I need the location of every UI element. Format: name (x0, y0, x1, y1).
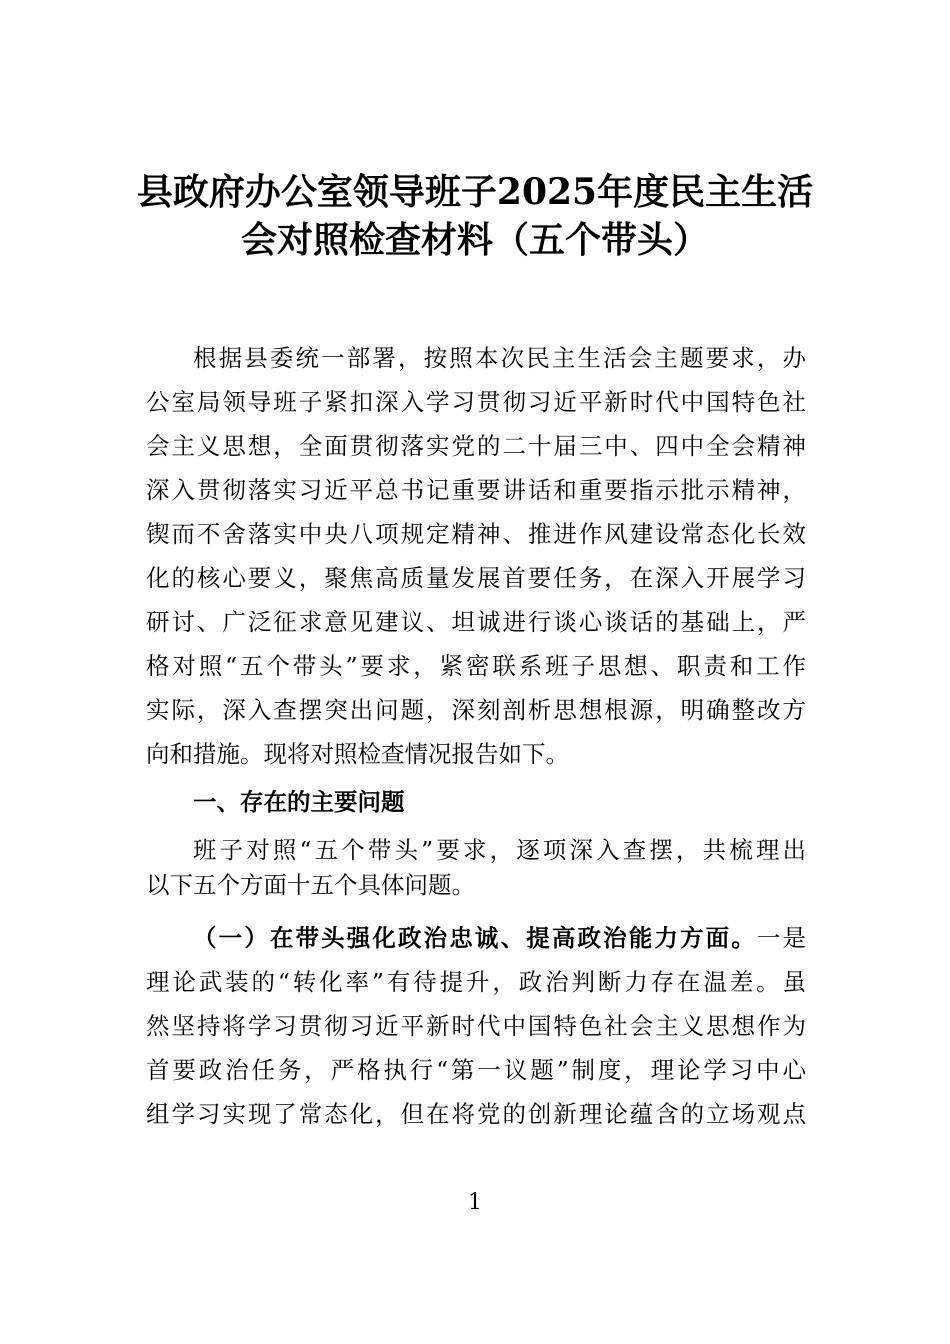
paragraph-line: 首要政治任务，严格执行“第一议题”制度，理论学习中心 (146, 1056, 806, 1084)
section-heading: 一、存在的主要问题 (193, 788, 405, 816)
paragraph-line: 研讨、广泛征求意见建议、坦诚进行谈心谈话的基础上，严 (146, 608, 806, 636)
paragraph-line: 实际，深入查摆突出问题，深刻剖析思想根源，明确整改方 (146, 696, 806, 724)
paragraph-line: 公室局领导班子紧扣深入学习贯彻习近平新时代中国特色社 (146, 388, 806, 416)
paragraph-line: 根据县委统一部署，按照本次民主生活会主题要求，办 (193, 344, 806, 372)
paragraph-line: 化的核心要义，聚焦高质量发展首要任务，在深入开展学习 (146, 564, 806, 592)
page-number: 1 (468, 1190, 482, 1215)
paragraph-line: 深入贯彻落实习近平总书记重要讲话和重要指示批示精神， (146, 476, 806, 504)
paragraph-line: 然坚持将学习贯彻习近平新时代中国特色社会主义思想作为 (146, 1012, 806, 1040)
subsection-heading: （一）在带头强化政治忠诚、提高政治能力方面。 (193, 924, 757, 952)
paragraph-line: 班子对照“五个带头”要求，逐项深入查摆，共梳理出 (193, 836, 806, 864)
paragraph-line: 组学习实现了常态化，但在将党的创新理论蕴含的立场观点 (146, 1100, 806, 1128)
document-title-line-1: 县政府办公室领导班子2025年度民主生活 (136, 171, 814, 213)
paragraph-line (193, 923, 806, 953)
paragraph-line: 向和措施。现将对照检查情况报告如下。 (146, 740, 569, 768)
paragraph-line: 以下五个方面十五个具体问题。 (146, 871, 475, 899)
paragraph-line: 会主义思想，全面贯彻落实党的二十届三中、四中全会精神 (146, 432, 806, 460)
paragraph-line: 理论武装的“转化率”有待提升，政治判断力存在温差。虽 (146, 968, 806, 996)
paragraph-text: 一是 (756, 924, 807, 952)
paragraph-line: 格对照“五个带头”要求，紧密联系班子思想、职责和工作 (146, 652, 806, 680)
paragraph-line: 锲而不舍落实中央八项规定精神、推进作风建设常态化长效 (146, 520, 806, 548)
document-title-line-2: 会对照检查材料（五个带头） (240, 219, 709, 261)
